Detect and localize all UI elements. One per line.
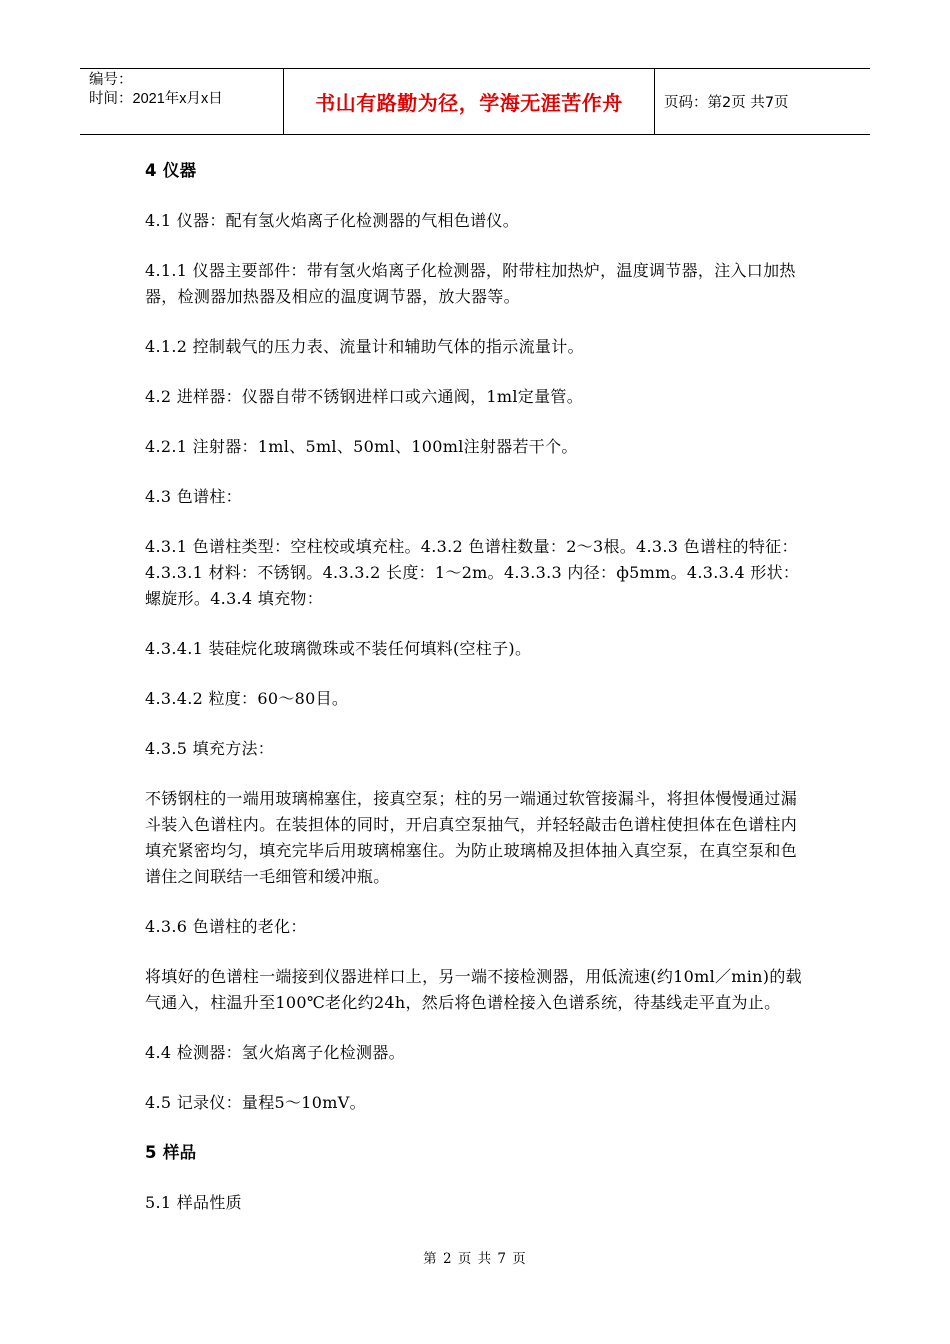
paragraph: 4.2 进样器：仪器自带不锈钢进样口或六通阀，1ml定量管。 [145, 387, 584, 406]
paragraph: 4.1 仪器：配有氢火焰离子化检测器的气相色谱仪。 [145, 211, 520, 230]
header-motto: 书山有路勤为径，学海无涯苦作舟 [283, 69, 655, 134]
paragraph: 4.3.1 色谱柱类型：空柱校或填充柱。4.3.2 色谱柱数量：2～3根。4.3.3 色谱柱的特征：4.3.3.1 材料：不锈钢。4.3.3.2 长度：1～2m。4.3.3.3 内径：ф5mm。4.3.3.4 形状：螺旋形。4.3.4 填充物： [145, 537, 800, 608]
document-number: 编号： [89, 72, 133, 88]
header-info-cell [80, 69, 283, 134]
paragraph: 不锈钢柱的一端用玻璃棉塞住，接真空泵；柱的另一端通过软管接漏斗，将担体慢慢通过漏斗装入色谱柱内。在装担体的同时，开启真空泵抽气，并轻轻敲击色谱柱使担体在色谱柱内填充紧密均匀，填充完毕后用玻璃棉塞住。为防止玻璃棉及担体抽入真空泵，在真空泵和色谱住之间联结一毛细管和缓冲瓶。 [145, 789, 798, 886]
paragraph: 4.3.4.2 粒度：60～80目。 [145, 689, 349, 708]
paragraph: 5.1 样品性质 [145, 1193, 242, 1212]
paragraph: 4.3.5 填充方法： [145, 739, 275, 758]
paragraph: 4.3.6 色谱柱的老化： [145, 917, 307, 936]
document-date: 时间：2021年x月x日 [89, 91, 223, 107]
document-body [145, 158, 810, 1216]
paragraph: 4.4 检测器：氢火焰离子化检测器。 [145, 1043, 405, 1062]
document-header [80, 68, 870, 135]
paragraph: 4.5 记录仪：量程5～10mV。 [145, 1093, 366, 1112]
paragraph: 4.1.1 仪器主要部件：带有氢火焰离子化检测器，附带柱加热炉，温度调节器，注入口加热器，检测器加热器及相应的温度调节器，放大器等。 [145, 261, 796, 306]
paragraph: 4.2.1 注射器：1ml、5ml、50ml、100ml注射器若干个。 [145, 437, 578, 456]
paragraph: 将填好的色谱柱一端接到仪器进样口上，另一端不接检测器，用低流速(约10ml／min)的载气通入，柱温升至100℃老化约24h，然后将色谱栓接入色谱系统，待基线走平直为止。 [145, 967, 802, 1012]
page-footer: 第 2 页 共 7 页 [423, 1251, 527, 1267]
header-page-number: 页码：第2页 共7页 [664, 95, 789, 111]
paragraph: 4.3.4.1 装硅烷化玻璃微珠或不装任何填料(空柱子)。 [145, 639, 532, 658]
paragraph: 4.1.2 控制载气的压力表、流量计和辅助气体的指示流量计。 [145, 337, 584, 356]
section-heading: 5 样品 [145, 1143, 197, 1162]
section-heading: 4 仪器 [145, 161, 197, 180]
paragraph: 4.3 色谱柱： [145, 487, 242, 506]
